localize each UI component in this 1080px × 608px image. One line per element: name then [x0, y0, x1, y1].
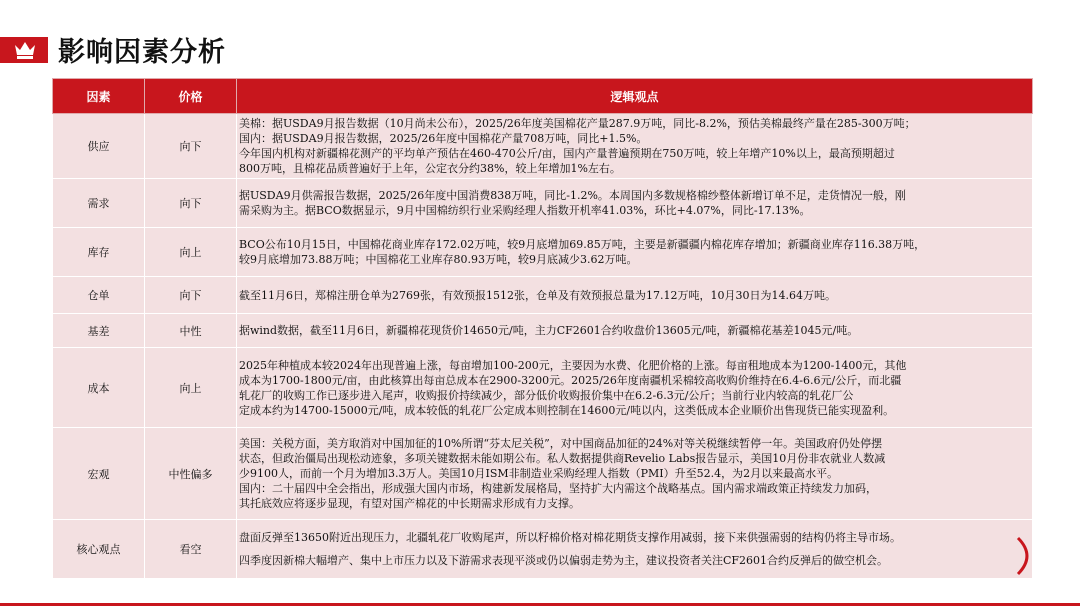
logic-line: 800万吨，且棉花品质普遍好于上年，公定衣分约38%，较上年增加1%左右。 — [239, 162, 621, 175]
analysis-table — [52, 78, 1033, 579]
factor-cell: 库存 — [53, 228, 145, 277]
logic-cell — [237, 228, 1033, 277]
logic-line: 美棉：据USDA9月报告数据（10月尚未公布），2025/26年度美国棉花产量287.9万吨，同比-8.2%，预估美棉最终产量在285-300万吨； — [239, 117, 916, 130]
logic-line: 状态，但政治僵局出现松动迹象，多项关键数据未能如期公布。私人数据提供商Revelio Labs报告显示，美国10月份非农就业人数减 — [239, 452, 886, 465]
price-cell: 向上 — [145, 348, 237, 428]
factor-cell: 宏观 — [53, 428, 145, 520]
logic-cell — [237, 179, 1033, 228]
logic-line: 轧花厂的收购工作已逐步进入尾声，收购报价持续减少，部分低价收购报价集中在6.2-6.3元/公斤；当前行业内较高的轧花厂公 — [239, 388, 854, 402]
price-cell: 看空 — [145, 520, 237, 579]
header-accent-bar — [0, 37, 48, 63]
logic-line: 少9100人，而前一个月为增加3.3万人。美国10月ISM非制造业采购经理人指数（PMI）升至52.4，为2月以来最高水平。 — [239, 467, 839, 480]
factor-cell: 需求 — [53, 179, 145, 228]
table-row-supply — [53, 114, 1033, 179]
logic-line: 2025年种植成本较2024年出现普遍上涨，每亩增加100-200元，主要因为水费、化肥价格的上涨。每亩租地成本为1200-1400元，其他 — [239, 358, 907, 372]
table-row-warrant — [53, 277, 1033, 314]
logic-cell — [237, 114, 1033, 179]
crown-icon — [14, 40, 36, 60]
logic-cell — [237, 428, 1033, 520]
table-header-row — [53, 79, 1033, 114]
line-gap — [239, 545, 1030, 553]
factor-cell: 成本 — [53, 348, 145, 428]
logic-line: 盘面反弹至13650附近出现压力，北疆轧花厂收购尾声，所以籽棉价格对棉花期货支撑作用减弱，接下来供强需弱的结构仍将主导市场。 — [239, 531, 901, 544]
logic-line: 今年国内机构对新疆棉花测产的平均单产预估在460-470公斤/亩，国内产量普遍预期在750万吨，较上年增产10%以上，最高预期超过 — [239, 147, 895, 160]
price-cell: 向上 — [145, 228, 237, 277]
table-row-basis — [53, 314, 1033, 348]
logic-cell — [237, 314, 1033, 348]
logic-line: 国内：据USDA9月报告数据，2025/26年度中国棉花产量708万吨，同比+1.5%。 — [239, 132, 648, 145]
logic-line: 定成本约为14700-15000元/吨，成本较低的轧花厂公定成本则控制在14600元/吨以内，这类低成本企业顺价出售现货已能实现盈利。 — [239, 403, 895, 417]
price-cell: 向下 — [145, 277, 237, 314]
header-price: 价格 — [145, 79, 237, 114]
logic-cell — [237, 520, 1033, 579]
logic-line: 截至11月6日，郑棉注册仓单为2769张，有效预报1512张，仓单及有效预报总量为17.12万吨，10月30日为14.64万吨。 — [239, 288, 836, 302]
table-row-macro — [53, 428, 1033, 520]
logic-line: 成本为1700-1800元/亩，由此核算出每亩总成本在2900-3200元。2025/26年度南疆机采棉较高收购价维持在6.4-6.6元/公斤，而北疆 — [239, 373, 902, 387]
price-cell: 中性偏多 — [145, 428, 237, 520]
footer-accent-rule — [0, 603, 1080, 606]
table-row-inventory — [53, 228, 1033, 277]
logic-cell — [237, 348, 1033, 428]
table-row-cost — [53, 348, 1033, 428]
price-cell: 向下 — [145, 114, 237, 179]
factor-cell: 仓单 — [53, 277, 145, 314]
logic-line: 国内：二十届四中全会指出，形成强大国内市场，构建新发展格局，坚持扩大内需这个战略基点。国内需求端政策正持续发力加码， — [239, 482, 877, 495]
logic-line: 据wind数据，截至11月6日，新疆棉花现货价14650元/吨，主力CF2601合约收盘价13605元/吨，新疆棉花基差1045元/吨。 — [239, 324, 859, 337]
page-title: 影响因素分析 — [58, 37, 226, 68]
corner-ornament-icon — [1014, 536, 1038, 576]
table-row-demand — [53, 179, 1033, 228]
header-logic: 逻辑观点 — [237, 79, 1033, 114]
price-cell: 中性 — [145, 314, 237, 348]
logic-line: 需采购为主。据BCO数据显示，9月中国棉纺织行业采购经理人指数开机率41.03%，环比+4.07%，同比-17.13%。 — [239, 204, 811, 217]
logic-cell — [237, 277, 1033, 314]
logic-line: 较9月底增加73.88万吨；中国棉花工业库存80.93万吨，较9月底减少3.62万吨。 — [239, 253, 638, 266]
logic-line: 据USDA9月供需报告数据，2025/26年度中国消费838万吨，同比-1.2%。本周国内多数规格棉纱整体新增订单不足，走货情况一般，刚 — [239, 189, 906, 202]
logic-line: 四季度因新棉大幅增产、集中上市压力以及下游需求表现平淡或仍以偏弱走势为主，建议投资者关注CF2601合约反弹后的做空机会。 — [239, 554, 889, 567]
factor-cell: 供应 — [53, 114, 145, 179]
logic-line: BCO公布10月15日，中国棉花商业库存172.02万吨，较9月底增加69.85万吨，主要是新疆疆内棉花库存增加；新疆商业库存116.38万吨， — [239, 238, 926, 251]
price-cell: 向下 — [145, 179, 237, 228]
logic-line: 美国：关税方面，美方取消对中国加征的10%所谓“芬太尼关税”，对中国商品加征的24%对等关税继续暂停一年。美国政府仍处停摆 — [239, 437, 883, 450]
factor-cell: 核心观点 — [53, 520, 145, 579]
table-row-core-view — [53, 520, 1033, 579]
factor-cell: 基差 — [53, 314, 145, 348]
logic-line: 其托底效应将逐步显现，有望对国产棉花的中长期需求形成有力支撑。 — [239, 497, 580, 510]
header-factor: 因素 — [53, 79, 145, 114]
